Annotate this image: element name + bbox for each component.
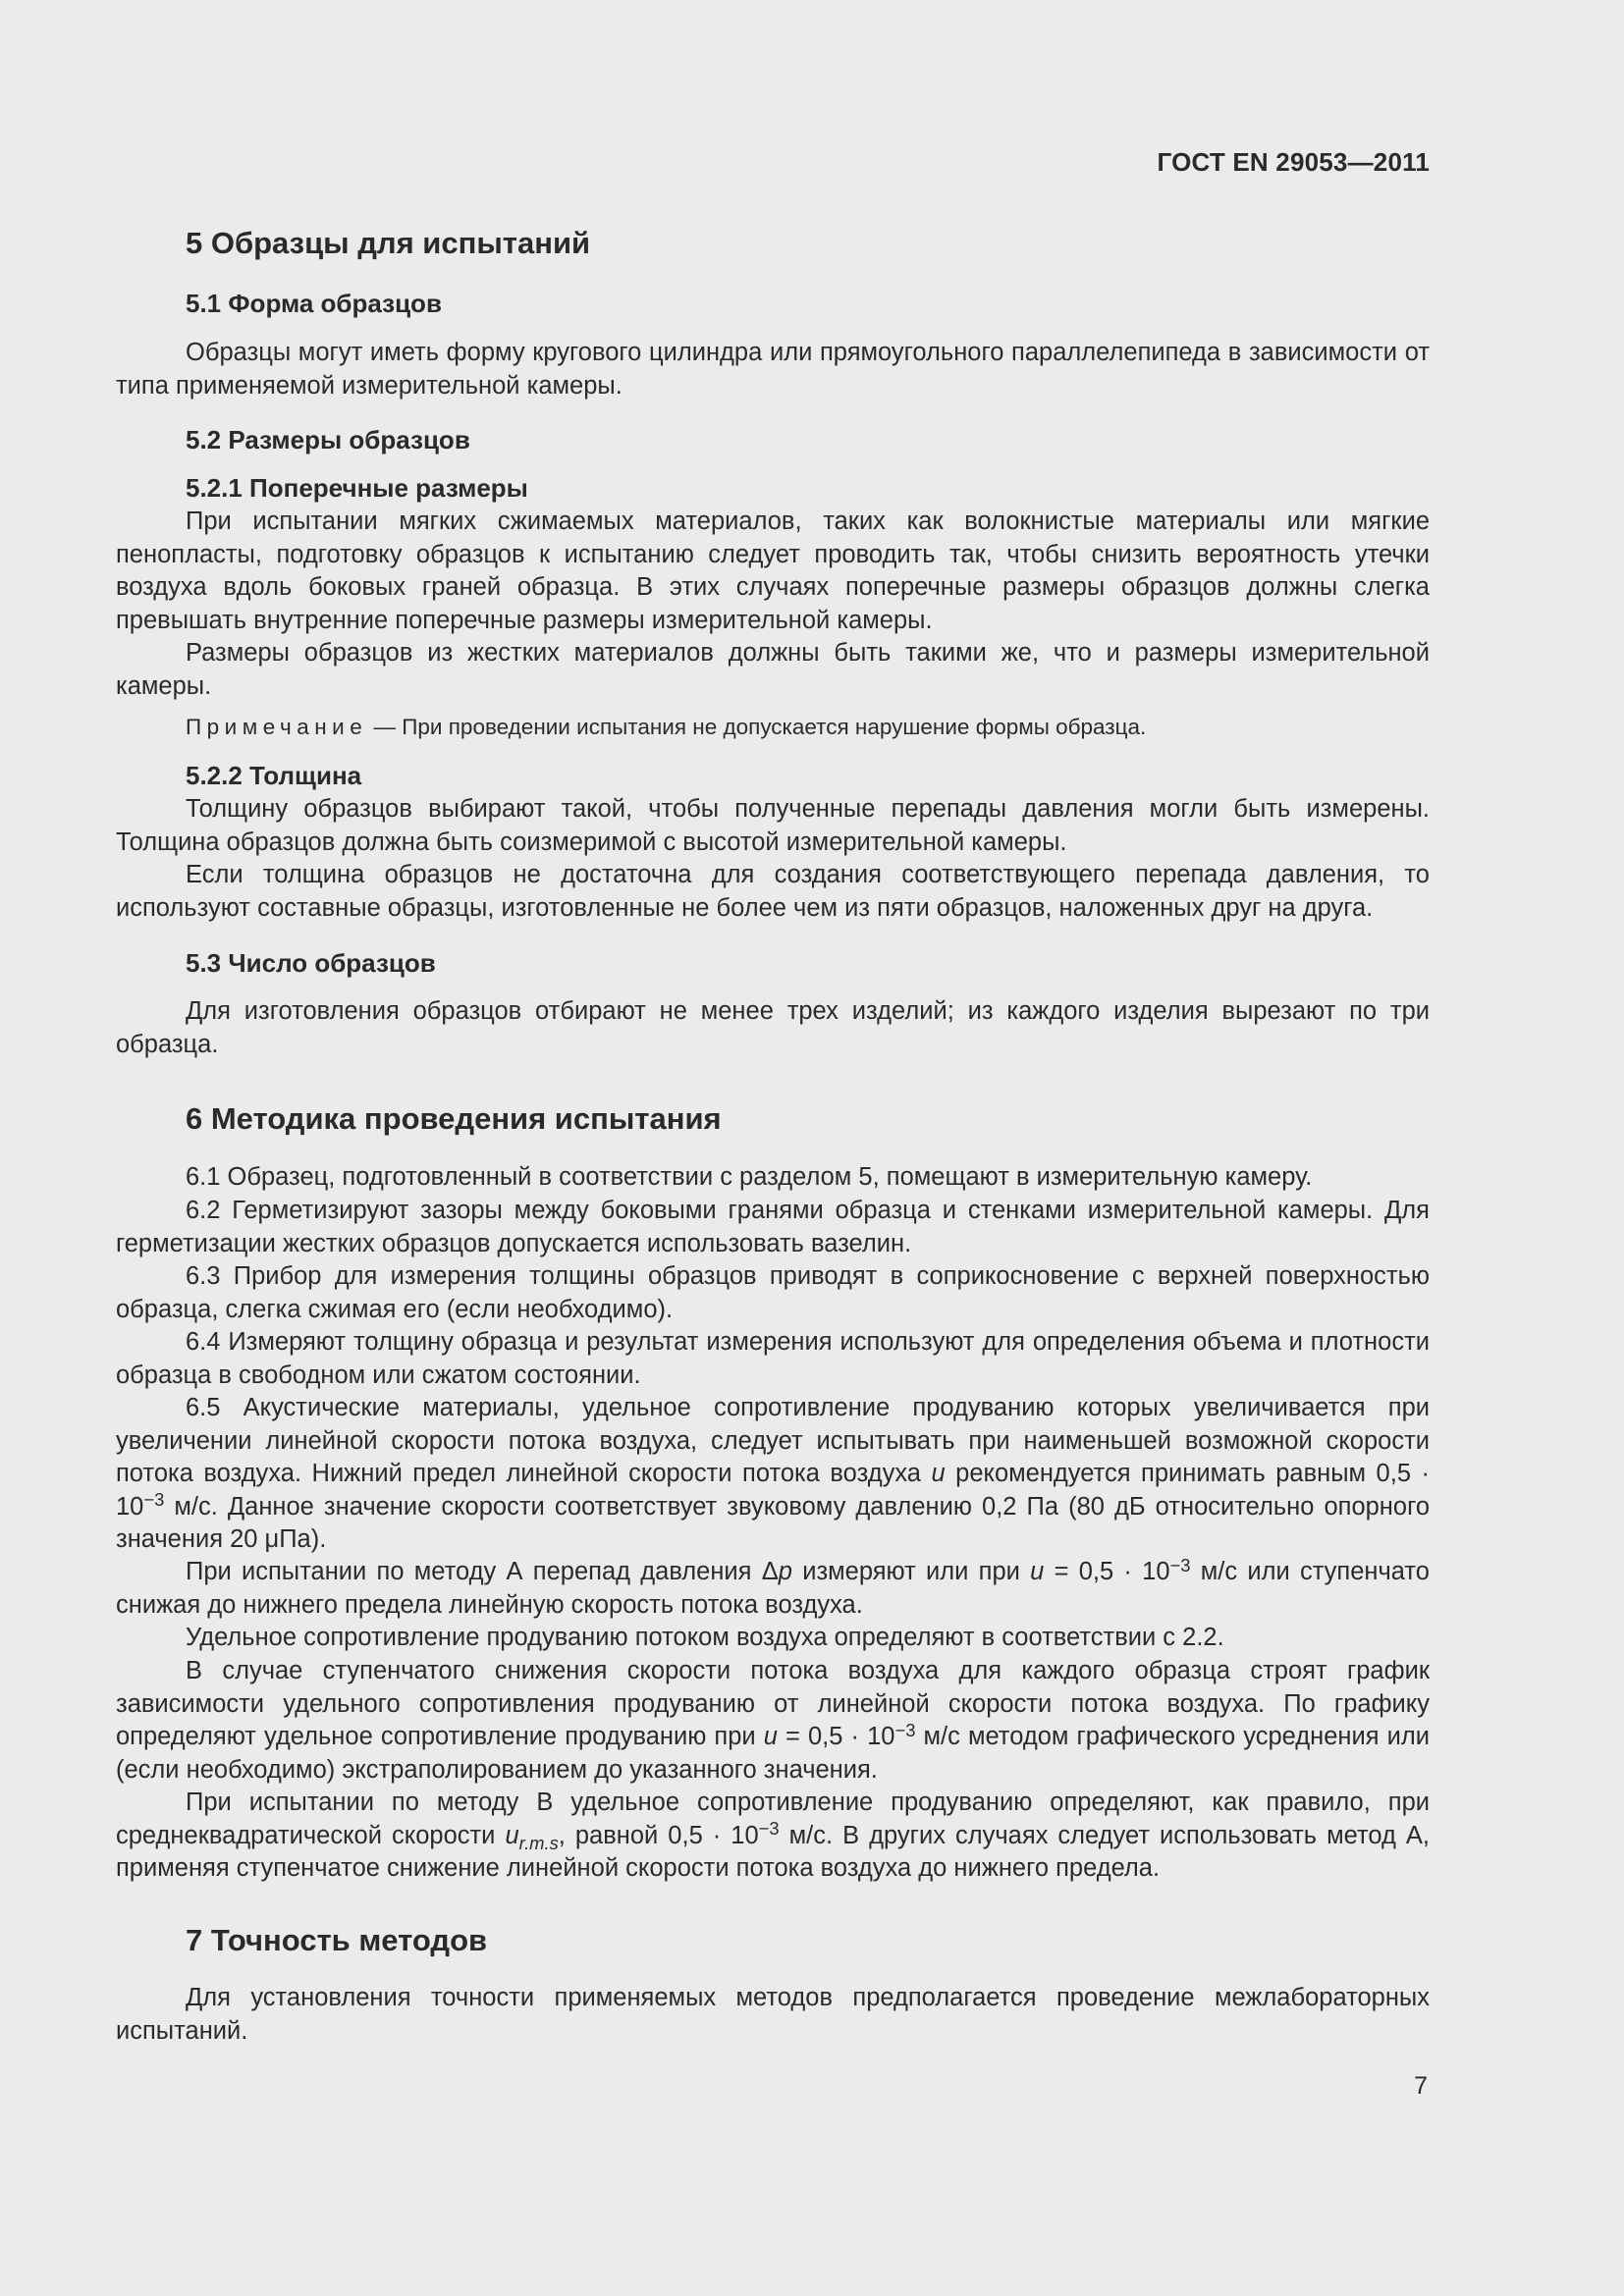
- exponent: −3: [758, 1818, 780, 1840]
- paragraph-6-5: [116, 1392, 1430, 1557]
- ps-text-b: = 0,5 · 10: [777, 1723, 895, 1750]
- paragraph-method-a: [116, 1556, 1430, 1622]
- ps-text-a: В случае ступенчатого снижения скорости потока воздуха для каждого образца строят график зависимости удельного сопротивления продуванию от линейной скорости потока воздуха. По графику определяют удельное сопротивление продуванию при: [116, 1657, 1430, 1750]
- pb-text-a: При испытании по методу В удельное сопротивление продуванию определяют, как правило, при среднеквадратической скорости: [116, 1789, 1430, 1849]
- section-7-paragraph: Для установления точности применяемых методов предполагается проведение межлабораторных испытаний.: [116, 1984, 1430, 2045]
- standard-header: ГОСТ EN 29053—2011: [1157, 147, 1430, 177]
- section-5-1-paragraph: Образцы могут иметь форму кругового цилиндра или прямоугольного параллелепипеда в зависимости от типа применяемой измерительной камеры.: [116, 339, 1430, 400]
- pb-text-c: м/с. В других случаях следует использовать метод А, применяя ступенчатое снижение линейной скорости потока воздуха до нижнего предела.: [116, 1821, 1430, 1882]
- p65-text-b: рекомендуется принимать равным 0,5 · 10: [116, 1460, 1430, 1521]
- paragraph-definition: Удельное сопротивление продуванию потоком воздуха определяют в соответствии с 2.2.: [186, 1624, 1224, 1651]
- exponent: −3: [1169, 1554, 1191, 1575]
- subscript-rms: r.m.s: [518, 1832, 559, 1853]
- exponent: −3: [143, 1489, 165, 1511]
- symbol-u: u: [931, 1460, 946, 1487]
- section-5-2-2-paragraph-2: Если толщина образцов не достаточна для создания соответствующего перепада давления, то используют составные образцы, изготовленные не более чем из пяти образцов, наложенных друг на друга.: [116, 861, 1430, 922]
- note-label: Примечание: [186, 715, 368, 739]
- section-5-2-2-paragraph-1: Толщину образцов выбирают такой, чтобы полученные перепады давления могли быть измерены. Толщина образцов должна быть соизмеримой с высотой измерительной камеры.: [116, 795, 1430, 856]
- section-5-3-title: 5.3 Число образцов: [186, 948, 436, 978]
- pa-text-c: = 0,5 · 10: [1044, 1558, 1170, 1585]
- page-number: 7: [1414, 2072, 1428, 2100]
- exponent: −3: [894, 1719, 916, 1740]
- section-5-3-paragraph: Для изготовления образцов отбирают не менее трех изделий; из каждого изделия вырезают по три образца.: [116, 997, 1430, 1058]
- note-text: — При проведении испытания не допускается нарушение формы образца.: [367, 715, 1147, 739]
- section-5-2-1-paragraph-2: Размеры образцов из жестких материалов должны быть такими же, что и размеры измерительной камеры.: [116, 639, 1430, 700]
- p65-text-a: 6.5 Акустические материалы, удельное сопротивление продуванию которых увеличивается при увеличении линейной скорости потока воздуха, следует испытывать при наименьшей возможной скорости потока воздуха. Нижний предел линейной скорости потока воздуха: [116, 1394, 1430, 1487]
- symbol-u: u: [763, 1723, 778, 1750]
- section-6-title: 6 Методика проведения испытания: [186, 1101, 722, 1136]
- paragraph-6-1: 6.1 Образец, подготовленный в соответствии с разделом 5, помещают в измерительную камеру.: [186, 1163, 1313, 1191]
- pa-text-b: измеряют или при: [791, 1558, 1031, 1585]
- symbol-u: u: [1030, 1558, 1045, 1585]
- section-5-2-2-title: 5.2.2 Толщина: [186, 761, 362, 790]
- pb-text-b: , равной 0,5 · 10: [558, 1821, 759, 1849]
- paragraph-6-3: 6.3 Прибор для измерения толщины образцов приводят в соприкосновение с верхней поверхностью образца, слегка сжимая его (если необходимо).: [116, 1262, 1430, 1323]
- pa-text-d: м/с или ступенчато снижая до нижнего предела линейную скорость потока воздуха.: [116, 1558, 1430, 1619]
- section-5-2-title: 5.2 Размеры образцов: [186, 425, 470, 454]
- paragraph-method-b: [116, 1787, 1430, 1886]
- section-5-2-1-title: 5.2.1 Поперечные размеры: [186, 473, 528, 503]
- section-5-1-title: 5.1 Форма образцов: [186, 289, 442, 318]
- pa-text-a: При испытании по методу А перепад давления Δ: [186, 1558, 779, 1585]
- p65-text-c: м/с. Данное значение скорости соответствует звуковому давлению 0,2 Па (80 дБ относительно опорного значения 20 μПа).: [116, 1492, 1430, 1553]
- paragraph-stepwise: [116, 1655, 1430, 1787]
- section-5-2-1-paragraph-1: При испытании мягких сжимаемых материалов, таких как волокнистые материалы или мягкие пенопласты, подготовку образцов к испытанию следует проводить так, чтобы снизить вероятность утечки воздуха вдоль боковых граней образца. В этих случаях поперечные размеры образцов должны слегка превышать внутренние поперечные размеры измерительной камеры.: [116, 507, 1430, 634]
- note: [186, 715, 1146, 740]
- symbol-u: u: [505, 1821, 519, 1849]
- symbol-p: p: [778, 1558, 792, 1585]
- paragraph-6-4: 6.4 Измеряют толщину образца и результат измерения используют для определения объема и плотности образца в свободном или сжатом состоянии.: [116, 1328, 1430, 1389]
- section-5-title: 5 Образцы для испытаний: [186, 226, 591, 260]
- ps-text-c: м/с методом графического усреднения или (если необходимо) экстраполированием до указанного значения.: [116, 1723, 1430, 1784]
- paragraph-6-2: 6.2 Герметизируют зазоры между боковыми гранями образца и стенками измерительной камеры. Для герметизации жестких образцов допускается использовать вазелин.: [116, 1197, 1430, 1257]
- section-7-title: 7 Точность методов: [186, 1923, 488, 1957]
